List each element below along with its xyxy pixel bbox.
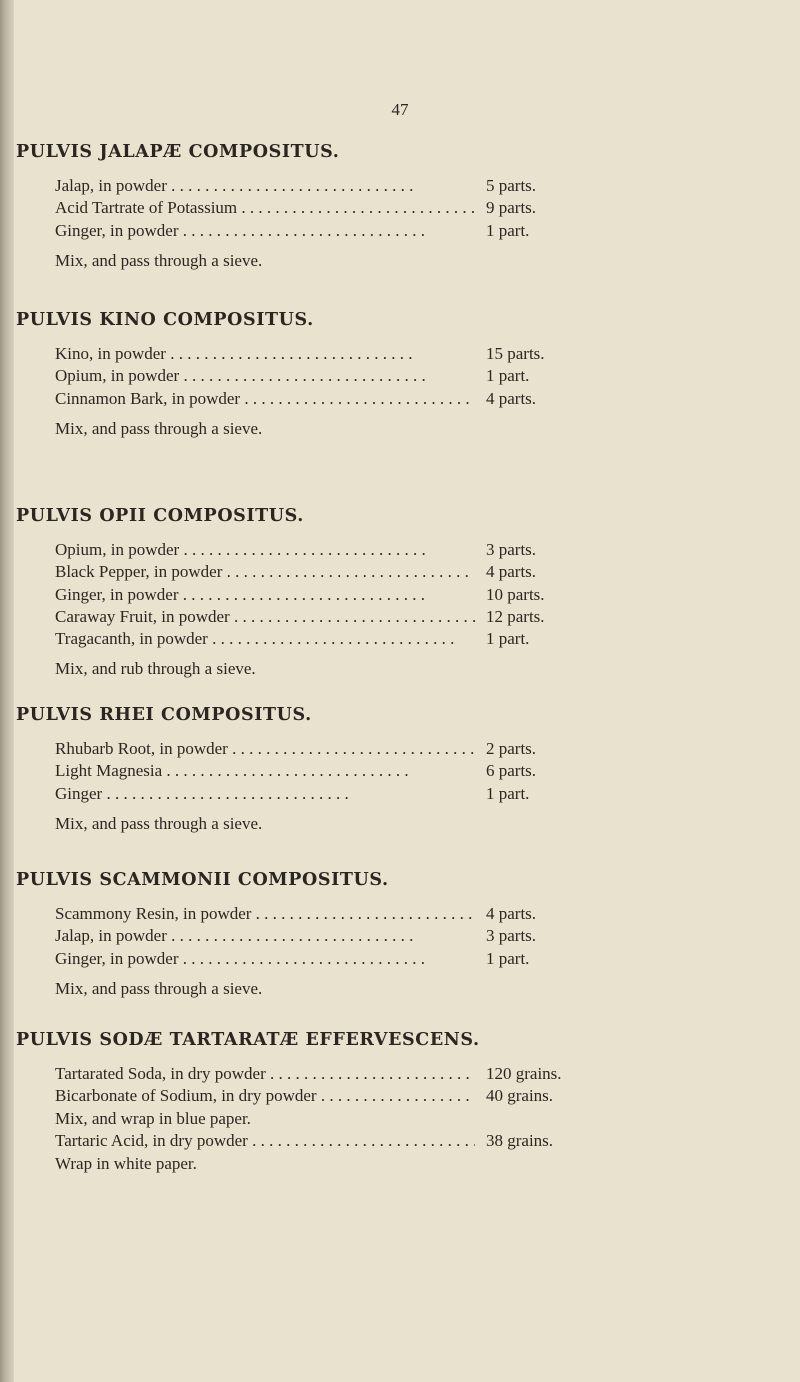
ingredient-row xyxy=(0,221,800,242)
ingredient-row xyxy=(0,198,800,219)
ingredient-quantity: 10 parts. xyxy=(486,585,545,604)
ingredient-row xyxy=(0,1064,800,1085)
ingredient-row xyxy=(0,761,800,782)
ingredient-quantity: 5 parts. xyxy=(486,176,537,195)
recipe-heading: PULVIS KINO COMPOSITUS. xyxy=(16,310,314,330)
ingredient-name: Tragacanth, in powder . . xyxy=(55,629,475,649)
ingredient-name: Opium, in powder . . xyxy=(55,366,475,386)
recipe-instruction: Wrap in white paper. xyxy=(55,1154,197,1173)
ingredient-row xyxy=(0,344,800,365)
ingredient-quantity: 9 parts. xyxy=(486,198,537,217)
recipe-instruction: Mix, and pass through a sieve. xyxy=(55,814,263,833)
ingredient-name: Caraway Fruit, in powder . . xyxy=(55,607,475,627)
recipe-instruction: Mix, and pass through a sieve. xyxy=(55,251,263,270)
ingredient-quantity: 1 part. xyxy=(486,629,530,648)
ingredient-quantity: 1 part. xyxy=(486,366,530,385)
ingredient-name: Scammony Resin, in powder . . xyxy=(55,904,475,924)
recipe-instruction: Mix, and wrap in blue paper. xyxy=(55,1109,251,1128)
ingredient-row xyxy=(0,739,800,760)
ingredient-row xyxy=(0,607,800,628)
ingredient-name: Rhubarb Root, in powder . . xyxy=(55,739,475,759)
ingredient-quantity: 6 parts. xyxy=(486,761,537,780)
ingredient-row xyxy=(0,904,800,925)
ingredient-name: Tartarated Soda, in dry powder . . xyxy=(55,1064,475,1084)
recipe-heading: PULVIS RHEI COMPOSITUS. xyxy=(16,705,312,725)
ingredient-row xyxy=(0,585,800,606)
recipe-heading: PULVIS SCAMMONII COMPOSITUS. xyxy=(16,870,389,890)
ingredient-row xyxy=(0,540,800,561)
ingredient-quantity: 3 parts. xyxy=(486,540,537,559)
ingredient-quantity: 1 part. xyxy=(486,221,530,240)
ingredient-row xyxy=(0,176,800,197)
ingredient-quantity: 1 part. xyxy=(486,949,530,968)
ingredient-row xyxy=(0,949,800,970)
ingredient-row xyxy=(0,926,800,947)
ingredient-name: Ginger, in powder . . xyxy=(55,949,475,969)
ingredient-row xyxy=(0,784,800,805)
ingredient-name: Tartaric Acid, in dry powder . . xyxy=(55,1131,475,1151)
recipe-heading: PULVIS OPII COMPOSITUS. xyxy=(16,506,304,526)
ingredient-name: Cinnamon Bark, in powder . . xyxy=(55,389,475,409)
ingredient-quantity: 4 parts. xyxy=(486,389,537,408)
ingredient-name: Kino, in powder . . xyxy=(55,344,475,364)
ingredient-quantity: 1 part. xyxy=(486,784,530,803)
ingredient-row xyxy=(0,366,800,387)
ingredient-name: Bicarbonate of Sodium, in dry powder . . xyxy=(55,1086,475,1106)
ingredient-quantity: 38 grains. xyxy=(486,1131,554,1150)
ingredient-name: Ginger, in powder . . xyxy=(55,221,475,241)
ingredient-row xyxy=(0,1131,800,1152)
recipe-instruction: Mix, and pass through a sieve. xyxy=(55,979,263,998)
ingredient-quantity: 15 parts. xyxy=(486,344,545,363)
ingredient-row xyxy=(0,389,800,410)
ingredient-quantity: 2 parts. xyxy=(486,739,537,758)
recipe-heading: PULVIS SODÆ TARTARATÆ EFFERVESCENS. xyxy=(16,1030,480,1050)
ingredient-quantity: 3 parts. xyxy=(486,926,537,945)
ingredient-quantity: 4 parts. xyxy=(486,562,537,581)
ingredient-row xyxy=(0,1086,800,1107)
ingredient-quantity: 4 parts. xyxy=(486,904,537,923)
ingredient-name: Jalap, in powder . . xyxy=(55,926,475,946)
ingredient-name: Black Pepper, in powder . . xyxy=(55,562,475,582)
ingredient-row xyxy=(0,629,800,650)
ingredient-quantity: 12 parts. xyxy=(486,607,545,626)
ingredient-quantity: 40 grains. xyxy=(486,1086,554,1105)
ingredient-name: Opium, in powder . . xyxy=(55,540,475,560)
recipe-instruction: Mix, and pass through a sieve. xyxy=(55,419,263,438)
recipe-heading: PULVIS JALAPÆ COMPOSITUS. xyxy=(16,142,340,162)
ingredient-name: Ginger, in powder . . xyxy=(55,585,475,605)
ingredient-name: Ginger . . xyxy=(55,784,475,804)
ingredient-quantity: 120 grains. xyxy=(486,1064,562,1083)
ingredient-name: Jalap, in powder . . xyxy=(55,176,475,196)
ingredient-name: Acid Tartrate of Potassium . . xyxy=(55,198,475,218)
recipe-instruction: Mix, and rub through a sieve. xyxy=(55,659,256,678)
page-number: 47 xyxy=(391,100,409,119)
ingredient-name: Light Magnesia . . xyxy=(55,761,475,781)
ingredient-row xyxy=(0,562,800,583)
